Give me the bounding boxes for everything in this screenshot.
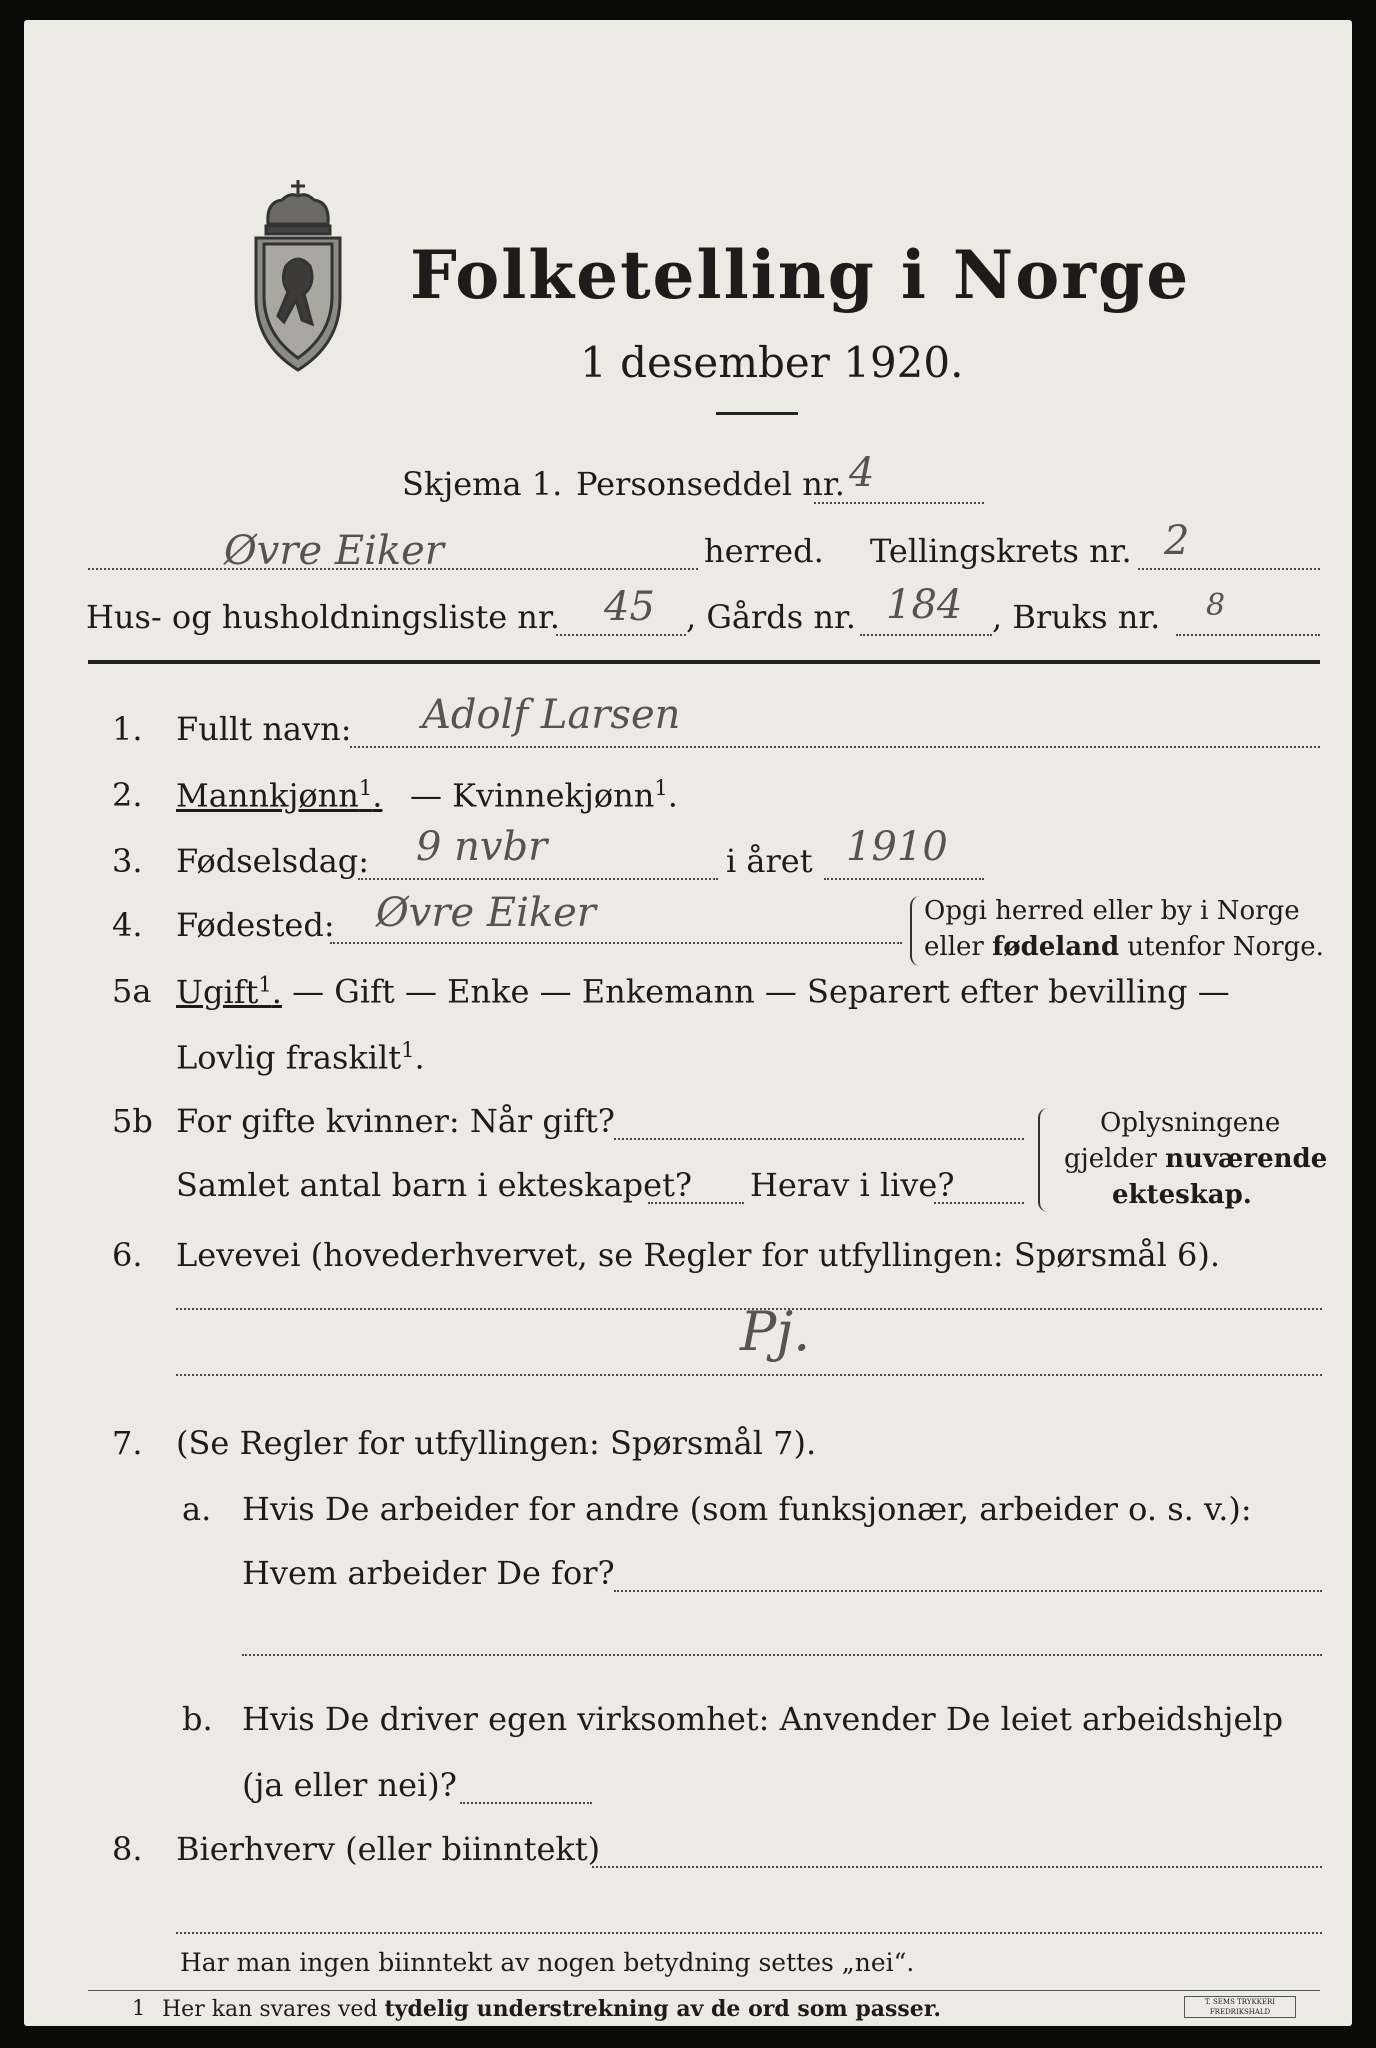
personseddel-label: Personseddel nr.: [576, 465, 845, 503]
q3-year-value: 1910: [846, 824, 948, 870]
q7a-line2: Hvem arbeider De for?: [242, 1554, 615, 1592]
q5a-line2: Lovlig fraskilt$^1$.: [176, 1038, 425, 1077]
printer-stamp: T. SEMS TRYKKERI FREDRIKSHALD: [1184, 1996, 1296, 2018]
q7b-line2: (ja eller nei)?: [242, 1766, 457, 1804]
q8-number: 8.: [112, 1830, 143, 1868]
q3-number: 3.: [112, 842, 143, 880]
q8-label: Bierhverv (eller biinntekt): [176, 1830, 601, 1868]
q5b-line1: For gifte kvinner: Når gift?: [176, 1102, 615, 1140]
q4-label: Fødested:: [176, 906, 335, 944]
bruks-label: , Bruks nr.: [992, 598, 1161, 636]
skjema-label: Skjema 1.: [402, 465, 563, 503]
q7b-number: b.: [182, 1700, 213, 1738]
form-date: 1 desember 1920.: [580, 338, 964, 387]
q5b-note-line3: ekteskap.: [1112, 1180, 1252, 1210]
q7a-line1: Hvis De arbeider for andre (som funksjonær, arbeider o. s. v.):: [242, 1490, 1252, 1528]
q5b-line2b: Herav i live?: [750, 1166, 955, 1204]
gards-value: 184: [886, 582, 963, 628]
q4-number: 4.: [112, 906, 143, 944]
q7-label: (Se Regler for utfyllingen: Spørsmål 7).: [176, 1424, 817, 1462]
q3-value: 9 nvbr: [416, 824, 548, 870]
q5a-options: Ugift$^1$. — Gift — Enke — Enkemann — Separert efter bevilling —: [176, 972, 1230, 1011]
q1-value: Adolf Larsen: [422, 692, 681, 738]
q5a-number: 5a: [112, 972, 152, 1010]
herred-label: herred.: [704, 532, 824, 570]
q7a-number: a.: [182, 1490, 212, 1528]
q5b-line2a: Samlet antal barn i ekteskapet?: [176, 1166, 693, 1204]
q5b-note-line1: Oplysningene: [1100, 1108, 1281, 1138]
q3-label: Fødselsdag:: [176, 842, 370, 880]
hus-label: Hus- og husholdningsliste nr.: [86, 598, 560, 636]
hus-value: 45: [604, 584, 655, 630]
q4-value: Øvre Eiker: [376, 890, 596, 936]
q5b-number: 5b: [112, 1102, 153, 1140]
q2-male-option: Mannkjønn$^1$.: [176, 776, 383, 815]
footnote-mark: 1: [132, 1996, 146, 2020]
q8-note: Har man ingen biinntekt av nogen betydning settes „nei“.: [180, 1948, 915, 1977]
q2-number: 2.: [112, 776, 143, 814]
q2-female-option: — Kvinnekjønn$^1$.: [410, 776, 678, 815]
q1-label: Fullt navn:: [176, 710, 352, 748]
q5a-ugift-option: Ugift$^1$.: [176, 972, 282, 1011]
personseddel-value: 4: [849, 450, 875, 496]
herred-value: Øvre Eiker: [224, 528, 444, 574]
q6-number: 6.: [112, 1236, 143, 1274]
footnote-text: Her kan svares ved tydelig understrekning av de ord som passer.: [162, 1996, 942, 2022]
q4-note-line1: Opgi herred eller by i Norge: [924, 896, 1300, 926]
bruks-value: 8: [1206, 588, 1226, 623]
q1-number: 1.: [112, 710, 143, 748]
tellingskrets-label: Tellingskrets nr.: [870, 532, 1132, 570]
q7-number: 7.: [112, 1424, 143, 1462]
q5b-note-line2: gjelder nuværende: [1064, 1144, 1328, 1174]
header-rule: [88, 660, 1320, 664]
q7b-line1: Hvis De driver egen virksomhet: Anvender De leiet arbeidshjelp: [242, 1700, 1284, 1738]
form-title: Folketelling i Norge: [410, 236, 1191, 314]
q6-value: Pj.: [740, 1300, 811, 1363]
tellingskrets-value: 2: [1164, 518, 1190, 564]
q6-label: Levevei (hovederhvervet, se Regler for utfyllingen: Spørsmål 6).: [176, 1236, 1221, 1274]
gards-label: , Gårds nr.: [686, 598, 856, 636]
title-divider: [716, 412, 798, 415]
norway-coat-of-arms-icon: [246, 174, 350, 374]
q3-year-label: i året: [726, 842, 813, 880]
census-form: [24, 20, 1352, 2026]
q4-note-line2: eller fødeland utenfor Norge.: [924, 932, 1324, 962]
